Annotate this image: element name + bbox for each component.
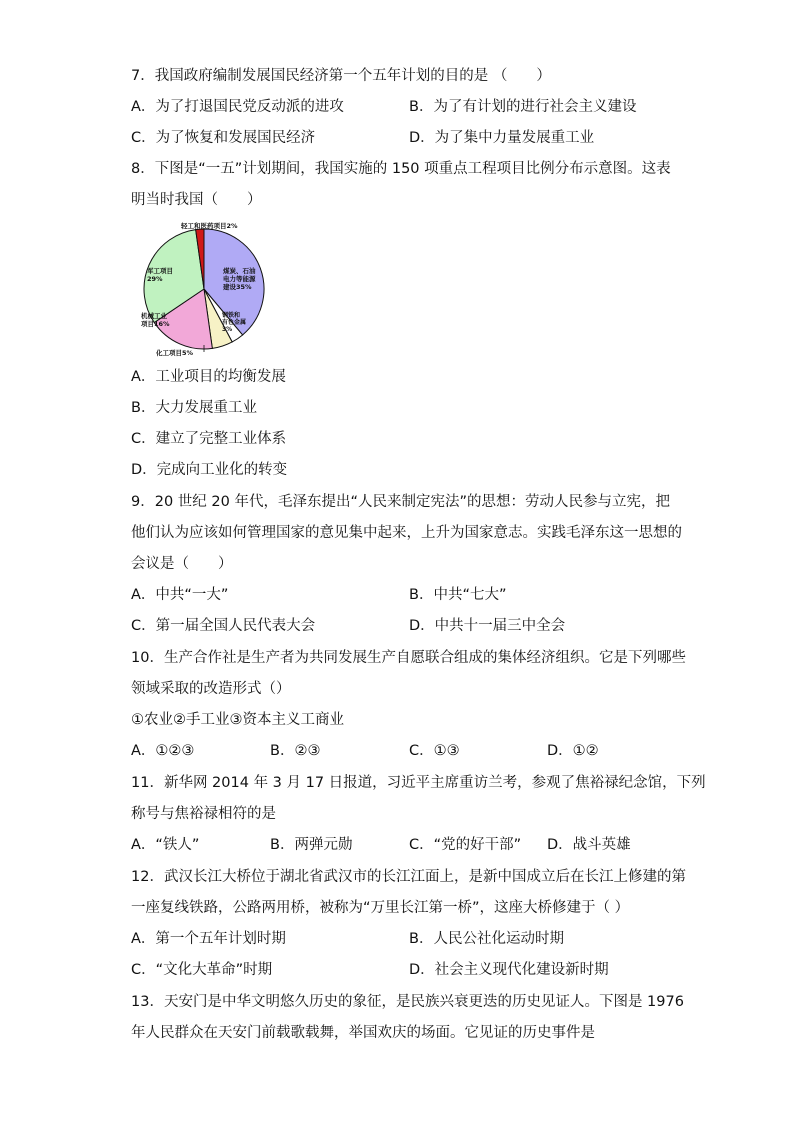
slice-label-machinery-2: 项目16% bbox=[141, 320, 170, 328]
q12-option-a: A．第一个五年计划时期 bbox=[131, 931, 286, 947]
q11-stem-line-2: 称号与焦裕禄相符的是 bbox=[131, 806, 276, 822]
q9-option-b: B．中共“七大” bbox=[409, 587, 507, 603]
q7-option-c: C．为了恢复和发展国民经济 bbox=[131, 130, 316, 146]
q11-stem-line-1: 11．新华网 2014 年 3 月 17 日报道，习近平主席重访兰考，参观了焦裕禄纪念馆，下列 bbox=[131, 775, 706, 791]
q9-option-c: C．第一届全国人民代表大会 bbox=[131, 618, 316, 634]
q12-option-c: C．“文化大革命”时期 bbox=[131, 962, 273, 978]
pie-chart bbox=[131, 218, 281, 358]
pie-chart-svg bbox=[131, 218, 281, 358]
q7-option-b: B．为了有计划的进行社会主义建设 bbox=[409, 99, 637, 115]
slice-label-light-industry: 轻工和医药项目2% bbox=[181, 222, 238, 230]
q8-option-b: B．大力发展重工业 bbox=[131, 400, 257, 416]
q13-stem-line-2: 年人民群众在天安门前载歌载舞，举国欢庆的场面。它见证的历史事件是 bbox=[131, 1025, 595, 1041]
slice-label-chemical: 化工项目5% bbox=[156, 349, 194, 357]
q10-option-b: B．②③ bbox=[270, 743, 321, 759]
q12-stem-line-2: 一座复线铁路，公路两用桥，被称为“万里长江第一桥”，这座大桥修建于（ ） bbox=[131, 900, 630, 916]
q11-option-d: D．战斗英雄 bbox=[547, 837, 631, 853]
q8-stem-line-2: 明当时我国（ ） bbox=[131, 192, 262, 208]
q12-option-d: D．社会主义现代化建设新时期 bbox=[409, 962, 609, 978]
q12-stem-line-1: 12．武汉长江大桥位于湖北省武汉市的长江江面上，是新中国成立后在长江上修建的第 bbox=[131, 869, 686, 885]
q9-stem-line-2: 他们认为应该如何管理国家的意见集中起来，上升为国家意志。实践毛泽东这一思想的 bbox=[131, 525, 682, 541]
slice-label-military-1: 军工项目 bbox=[147, 267, 173, 275]
q7-option-d: D．为了集中力量发展重工业 bbox=[409, 130, 595, 146]
q12-option-b: B．人民公社化运动时期 bbox=[409, 931, 564, 947]
q7-stem: 7．我国政府编制发展国民经济第一个五年计划的目的是 （ ） bbox=[131, 68, 551, 84]
q11-option-a: A．“铁人” bbox=[131, 837, 200, 853]
q8-stem-line-1: 8．下图是“一五”计划期间，我国实施的 150 项重点工程项目比例分布示意图。这表 bbox=[131, 161, 671, 177]
slice-label-energy-1: 煤炭、石油 bbox=[223, 267, 256, 275]
slice-label-energy-2: 电力等能源 bbox=[223, 275, 256, 283]
q10-stem-line-2: 领域采取的改造形式（） bbox=[131, 681, 291, 697]
slice-label-military-2: 29% bbox=[147, 275, 163, 283]
q13-stem-line-1: 13．天安门是中华文明悠久历史的象征，是民族兴衰更迭的历史见证人。下图是 1976 bbox=[131, 994, 684, 1010]
slice-label-energy-3: 建设35% bbox=[223, 283, 252, 291]
slice-label-steel-2: 有色金属 bbox=[222, 319, 247, 326]
q8-option-c: C．建立了完整工业体系 bbox=[131, 431, 287, 447]
q10-option-d: D．①② bbox=[547, 743, 599, 759]
slice-label-steel-1: 钢铁和 bbox=[222, 312, 241, 319]
q10-stem-line-1: 10．生产合作社是生产者为共同发展生产自愿联合组成的集体经济组织。它是下列哪些 bbox=[131, 650, 686, 666]
slice-label-steel-3: 3% bbox=[222, 326, 233, 333]
slice-label-machinery-1: 机械工业 bbox=[141, 312, 167, 320]
q8-option-a: A．工业项目的均衡发展 bbox=[131, 369, 286, 385]
q9-stem-line-1: 9．20 世纪 20 年代，毛泽东提出“人民来制定宪法”的思想：劳动人民参与立宪，把 bbox=[131, 494, 670, 510]
q10-option-a: A．①②③ bbox=[131, 743, 195, 759]
q11-option-b: B．两弹元勋 bbox=[270, 837, 353, 853]
q10-option-c: C．①③ bbox=[409, 743, 460, 759]
q9-option-a: A．中共“一大” bbox=[131, 587, 229, 603]
q9-option-d: D．中共十一届三中全会 bbox=[409, 618, 566, 634]
q10-items: ①农业②手工业③资本主义工商业 bbox=[131, 712, 344, 728]
q11-option-c: C．“党的好干部” bbox=[409, 837, 522, 853]
q8-option-d: D．完成向工业化的转变 bbox=[131, 462, 288, 478]
q7-option-a: A．为了打退国民党反动派的进攻 bbox=[131, 99, 344, 115]
q9-stem-line-3: 会议是（ ） bbox=[131, 556, 233, 572]
